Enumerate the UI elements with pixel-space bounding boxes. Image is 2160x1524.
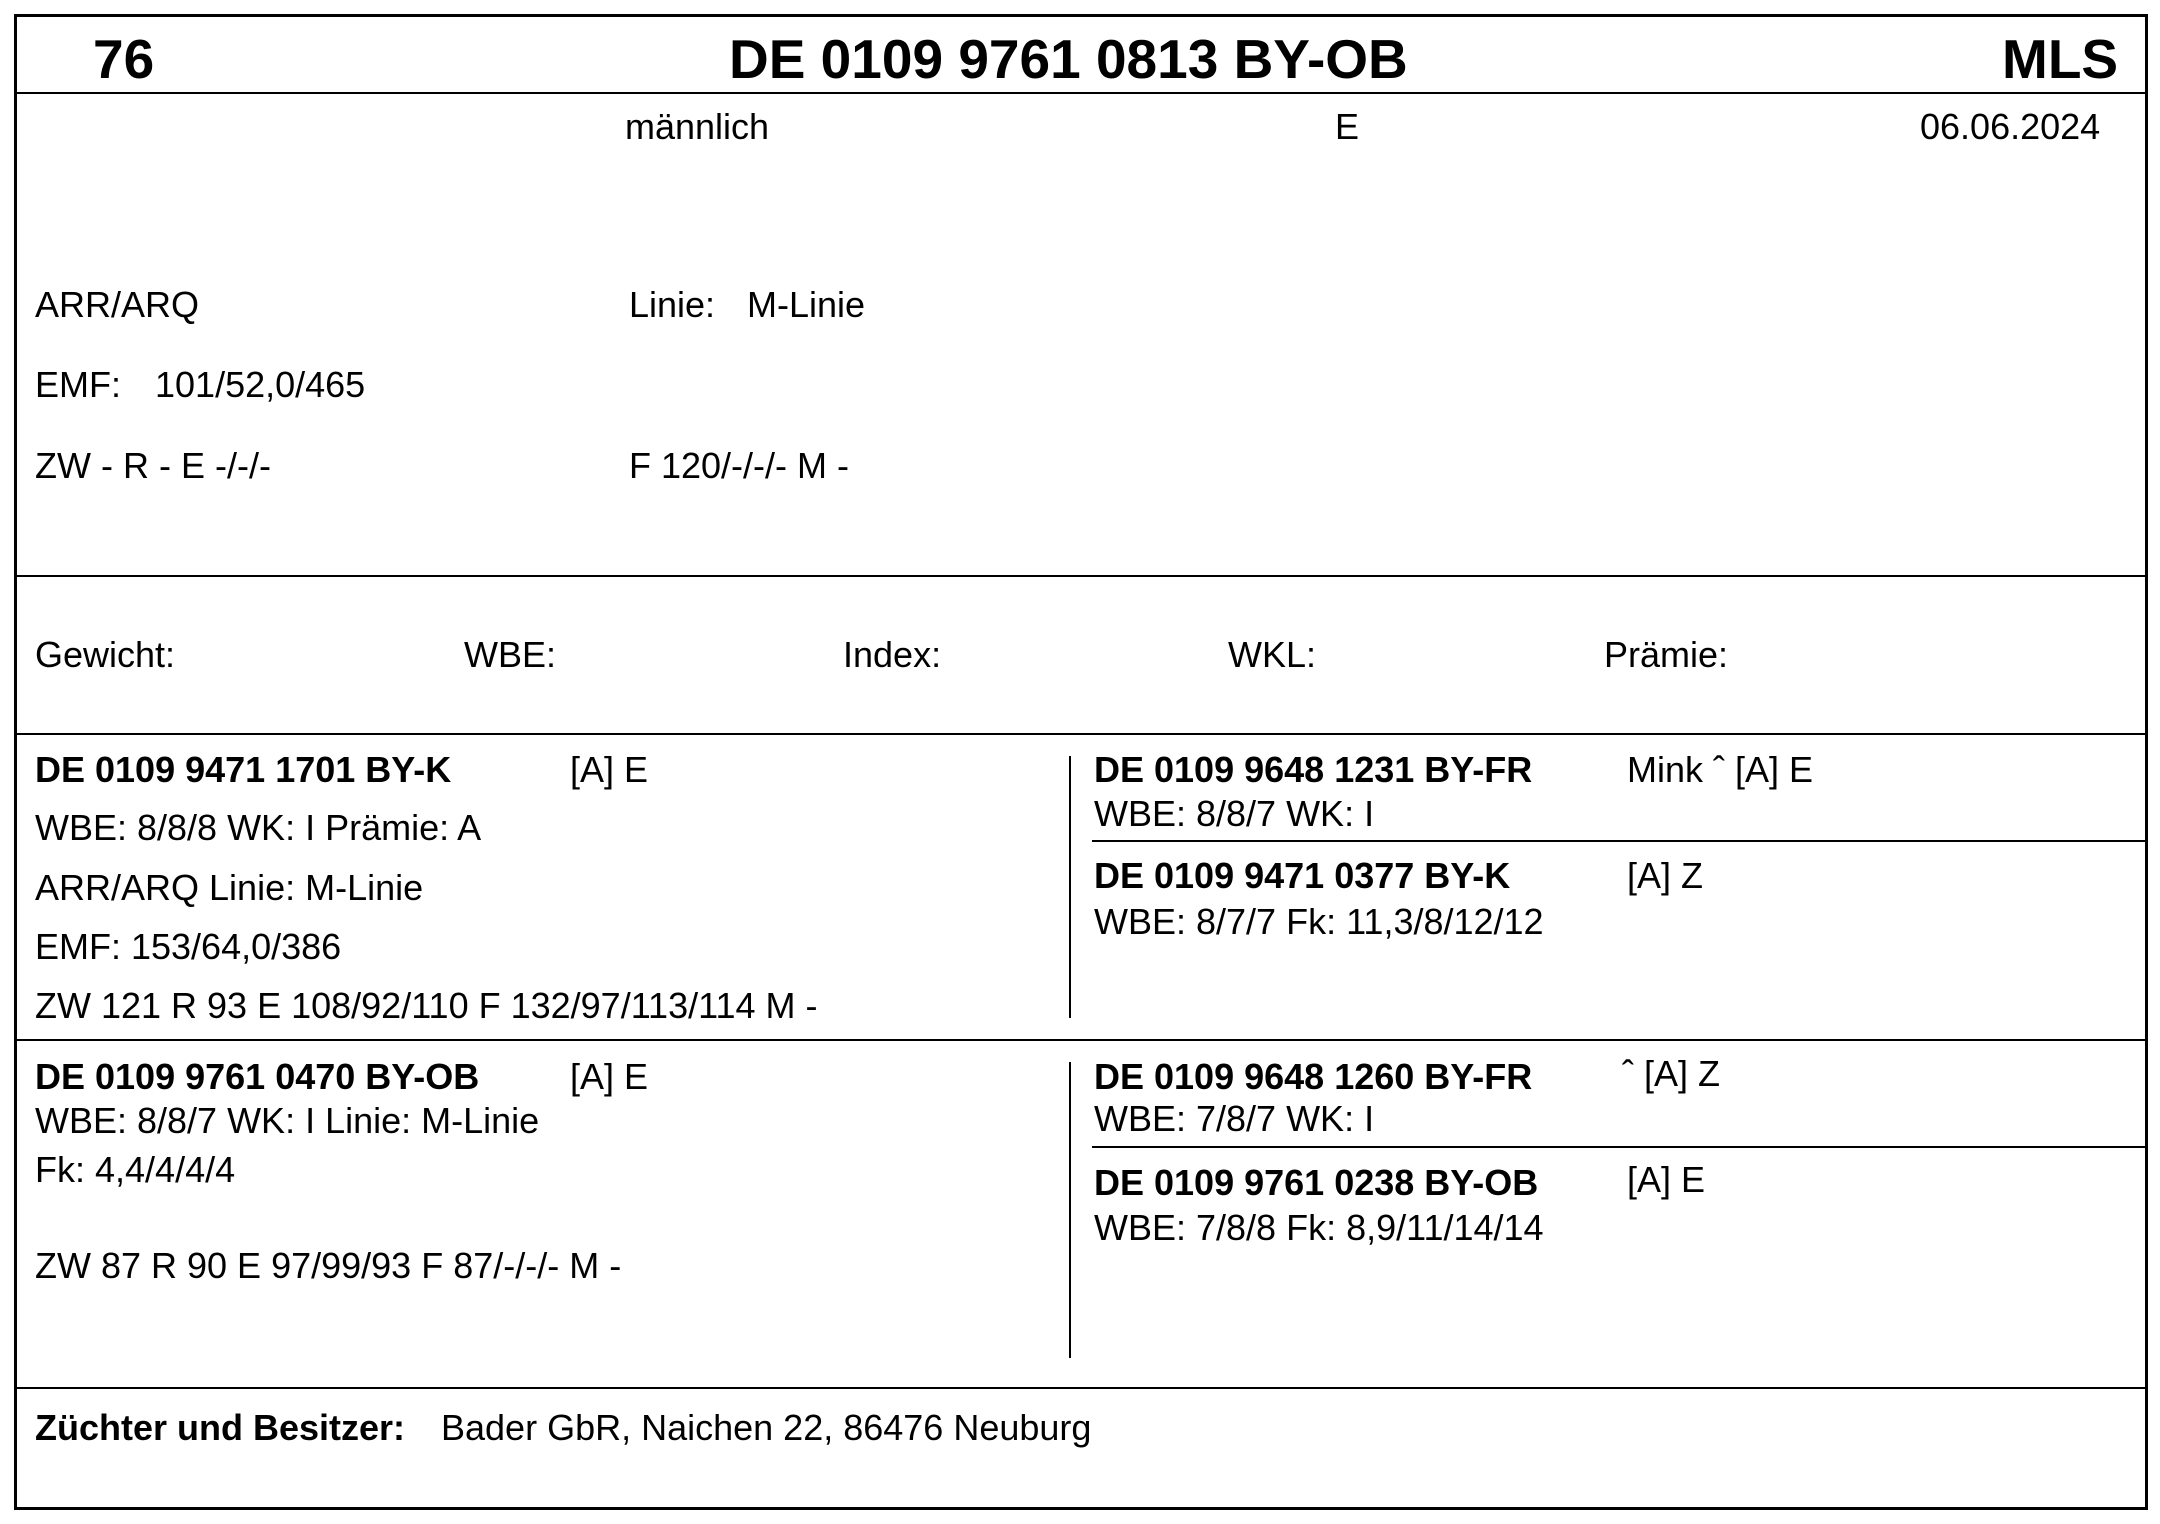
dam-ratings: WBE: 8/8/7 WK: I Linie: M-Linie [35,1100,540,1141]
breeding-values-f: F 120/-/-/- M - [629,445,850,486]
wkl-label: WKL: [1228,634,1317,675]
breeder-owner-value: Bader GbR, Naichen 22, 86476 Neuburg [441,1407,1092,1448]
breeder-owner-label: Züchter und Besitzer: [35,1407,406,1448]
sire-column-divider [1069,756,1071,1018]
sire-sire-id: DE 0109 9648 1231 BY-FR [1094,749,1533,790]
wbe-label: WBE: [464,634,557,675]
header-divider [14,92,2148,94]
dam-grandparents-divider [1092,1146,2148,1148]
sire-emf: EMF: 153/64,0/386 [35,926,342,967]
breed-code: MLS [2002,28,2119,90]
dam-id: DE 0109 9761 0470 BY-OB [35,1056,480,1097]
sire-grandparents-divider [1092,840,2148,842]
dam-sire-id: DE 0109 9648 1260 BY-FR [1094,1056,1533,1097]
dam-breeding-values: ZW 87 R 90 E 97/99/93 F 87/-/-/- M - [35,1245,622,1286]
sire-tags: [A] E [570,749,649,790]
dam-column-divider [1069,1062,1071,1358]
sire-id: DE 0109 9471 1701 BY-K [35,749,452,790]
sire-dam-ratings: WBE: 8/7/7 Fk: 11,3/8/12/12 [1094,901,1544,942]
animal-id: DE 0109 9761 0813 BY-OB [729,28,1408,90]
dam-tags: [A] E [570,1056,649,1097]
sire-sire-ratings: WBE: 8/8/7 WK: I [1094,793,1375,834]
premium-label: Prämie: [1604,634,1729,675]
genotype: ARR/ARQ [35,284,200,325]
sex: männlich [625,106,770,147]
info-divider [14,575,2148,577]
herdbook-code: E [1335,106,1360,147]
ratings-divider [14,733,2148,735]
sire-genotype-line: ARR/ARQ Linie: M-Linie [35,867,424,908]
sire-sire-tags: Mink ˆ [A] E [1627,749,1814,790]
sire-dam-tags: [A] Z [1627,855,1704,896]
breeding-values-zw: ZW - R - E -/-/- [35,445,271,486]
dam-dam-ratings: WBE: 7/8/8 Fk: 8,9/11/14/14 [1094,1207,1544,1248]
line-label: Linie: [629,284,716,325]
catalog-number: 76 [93,28,155,90]
dam-sire-ratings: WBE: 7/8/7 WK: I [1094,1098,1375,1139]
sire-ratings: WBE: 8/8/8 WK: I Prämie: A [35,807,482,848]
dam-sire-tags: ˆ [A] Z [1622,1053,1720,1094]
dam-fk: Fk: 4,4/4/4/4 [35,1149,236,1190]
emf-value: 101/52,0/465 [155,364,366,405]
sire-breeding-values: ZW 121 R 93 E 108/92/110 F 132/97/113/114 M - [35,985,818,1026]
weight-label: Gewicht: [35,634,176,675]
sire-dam-divider [14,1039,2148,1041]
birth-date: 06.06.2024 [1920,106,2101,147]
sire-dam-id: DE 0109 9471 0377 BY-K [1094,855,1511,896]
dam-dam-id: DE 0109 9761 0238 BY-OB [1094,1162,1539,1203]
footer-divider [14,1387,2148,1389]
dam-dam-tags: [A] E [1627,1159,1706,1200]
line-value: M-Linie [747,284,866,325]
emf-label: EMF: [35,364,121,405]
index-label: Index: [843,634,942,675]
